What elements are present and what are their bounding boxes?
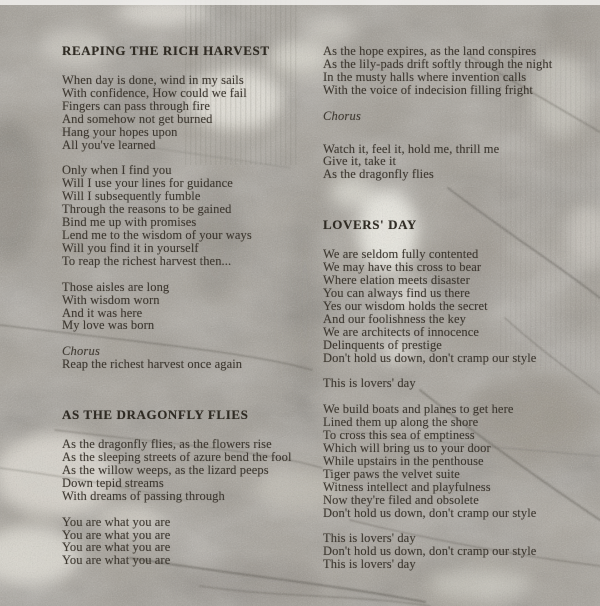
lyric-line: With the voice of indecision filling fright bbox=[323, 82, 534, 97]
lyric-line: With dreams of passing through bbox=[62, 488, 225, 503]
lyric-line: My love was born bbox=[62, 318, 155, 333]
lyric-line: We are architects of innocence bbox=[323, 324, 480, 339]
lyric-line: When day is done, wind in my sails bbox=[62, 73, 244, 87]
lyric-line: Don't hold us down, don't cramp our style bbox=[323, 505, 537, 520]
song-title: REAPING THE RICH HARVEST bbox=[62, 43, 270, 58]
lyric-line: Bind me up with promises bbox=[62, 215, 197, 230]
lyric-line: Will I subsequently fumble bbox=[62, 189, 201, 204]
lyrics-column-right bbox=[323, 41, 593, 571]
chorus-label: Chorus bbox=[323, 108, 362, 123]
lyric-line: As the dragonfly flies bbox=[323, 167, 434, 182]
lyric-line: While upstairs in the penthouse bbox=[323, 453, 484, 468]
lyric-line: Lined them up along the shore bbox=[323, 415, 479, 430]
stanza-block bbox=[62, 164, 317, 267]
lyric-line: Those aisles are long bbox=[62, 279, 170, 294]
lyric-line: All you've learned bbox=[62, 137, 156, 152]
lyric-line: You are what you are bbox=[62, 553, 171, 568]
lyric-line: As the lily-pads drift softly through the night bbox=[323, 56, 553, 71]
lyric-line: With confidence, How could we fail bbox=[62, 85, 247, 100]
lyric-line: Now they're filed and obsolete bbox=[323, 492, 479, 507]
stanza-block bbox=[323, 377, 593, 390]
lyric-line: Where elation meets disaster bbox=[323, 273, 470, 288]
lyric-line: With wisdom worn bbox=[62, 292, 160, 307]
lyric-line: And our foolishness the key bbox=[323, 311, 466, 326]
lyric-line: As the dragonfly flies, as the flowers rise bbox=[62, 437, 272, 452]
lyric-line: As the hope expires, as the land conspires bbox=[323, 44, 537, 58]
lyric-line: You are what you are bbox=[62, 540, 171, 555]
lyric-line: We may have this cross to bear bbox=[323, 260, 482, 275]
chorus-block bbox=[323, 110, 593, 123]
stanza-block bbox=[323, 45, 593, 97]
lyric-line: Which will bring us to your door bbox=[323, 441, 491, 456]
lyric-line: Only when I find you bbox=[62, 163, 172, 178]
stanza-block bbox=[62, 281, 317, 333]
lyric-line: You are what you are bbox=[62, 527, 171, 542]
lyric-line: Fingers can pass through fire bbox=[62, 98, 211, 113]
stanza-block bbox=[62, 438, 317, 503]
lyric-line: Witness intellect and playfulness bbox=[323, 479, 491, 494]
lyric-line: Give it, take it bbox=[323, 154, 397, 169]
lyric-line: Down tepid streams bbox=[62, 475, 164, 490]
lyric-line: Watch it, feel it, hold me, thrill me bbox=[323, 141, 500, 156]
lyric-line: Yes our wisdom holds the secret bbox=[323, 298, 488, 313]
lyric-line: Will you find it in yourself bbox=[62, 240, 199, 255]
stanza-block bbox=[323, 403, 593, 519]
lyric-line: Tiger paws the velvet suite bbox=[323, 466, 460, 481]
lyric-line: As the willow weeps, as the lizard peeps bbox=[62, 462, 269, 477]
lyric-line: To reap the richest harvest then... bbox=[62, 253, 232, 268]
song-title: LOVERS' DAY bbox=[323, 217, 417, 233]
stanza-block bbox=[323, 248, 593, 364]
lyric-line: And somehow not get burned bbox=[62, 111, 213, 126]
lyric-line: Reap the richest harvest once again bbox=[62, 357, 243, 372]
lyric-line: You can always find us there bbox=[323, 285, 470, 300]
stanza-block bbox=[323, 143, 593, 182]
lyric-line: Don't hold us down, don't cramp our style bbox=[323, 544, 537, 559]
lyric-line: In the musty halls where invention calls bbox=[323, 69, 527, 84]
lyric-line: Through the reasons to be gained bbox=[62, 202, 232, 217]
lyrics-column-left bbox=[62, 41, 317, 567]
stanza-block bbox=[323, 532, 593, 571]
lyric-line: You are what you are bbox=[62, 514, 171, 529]
song-title: AS THE DRAGONFLY FLIES bbox=[62, 407, 249, 423]
lyric-line: Hang your hopes upon bbox=[62, 124, 178, 139]
chorus-block bbox=[62, 345, 317, 371]
lyric-line: To cross this sea of emptiness bbox=[323, 428, 475, 443]
chorus-label: Chorus bbox=[62, 344, 101, 359]
lyric-line: Don't hold us down, don't cramp our style bbox=[323, 350, 537, 365]
lyric-line: Delinquents of prestige bbox=[323, 337, 442, 352]
lyric-line: We build boats and planes to get here bbox=[323, 402, 514, 417]
lyric-line: This is lovers' day bbox=[323, 557, 416, 572]
lyric-line: As the sleeping streets of azure bend the fool bbox=[62, 450, 292, 465]
lyric-line: Lend me to the wisdom of your ways bbox=[62, 227, 252, 242]
lyric-line: This is lovers' day bbox=[323, 376, 416, 391]
stanza-block bbox=[62, 74, 317, 151]
lyric-line: And it was here bbox=[62, 305, 143, 320]
lyric-line: We are seldom fully contented bbox=[323, 247, 479, 262]
lyric-line: Will I use your lines for guidance bbox=[62, 176, 233, 191]
lyric-line: This is lovers' day bbox=[323, 531, 416, 546]
stanza-block bbox=[62, 516, 317, 568]
